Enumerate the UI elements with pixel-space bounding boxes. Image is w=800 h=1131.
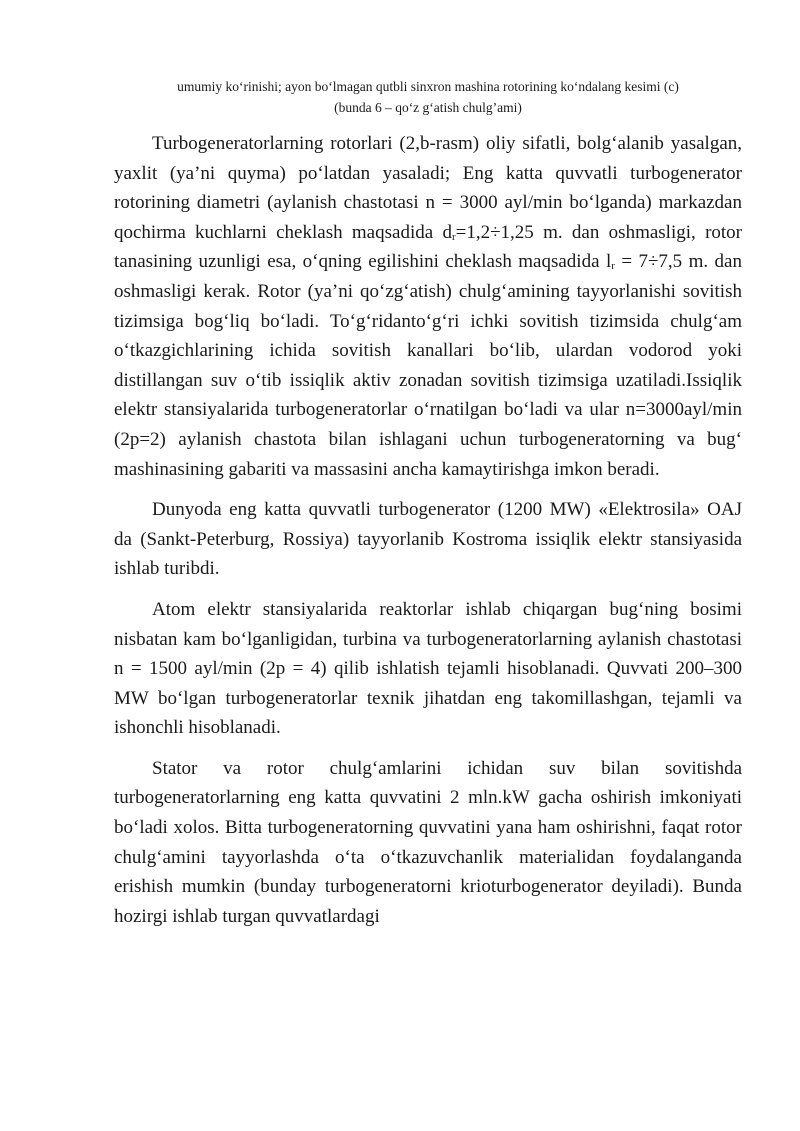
- caption-line-2: (bunda 6 – qoʻz gʻatish chulgʼami): [334, 100, 522, 115]
- paragraph-water-cooling: Stator va rotor chulgʻamlarini ichidan suv bilan sovitishda turbogeneratorlarning eng katta quvvatini 2 mln.kW gacha oshirish imkoniyati boʻladi xolos. Bitta turbogeneratorning quvvatini yana ham oshirishni, faqat rotor chulgʻamini tayyorlashda oʻta oʻtkazuvchanlik materialidan foydalanganda erishish mumkin (bunday turbogeneratorni krioturbogenerator deyiladi). Bunda hozirgi ishlab turgan quvvatlardagi: [114, 757, 742, 927]
- paragraph-rotors-text-b: =1,2÷1,25 m. dan oshmasligi, rotor tanasining uzunligi esa, oʻqning egilishini cheklash maqsadida l: [114, 221, 742, 273]
- figure-caption: [114, 76, 742, 118]
- subscript-r-length: r: [611, 260, 615, 273]
- caption-line-1: umumiy koʻrinishi; ayon boʻlmagan qutbli sinxron mashina rotorining koʻndalang kesimi (c): [177, 79, 679, 94]
- subscript-r-diameter: r: [451, 230, 456, 243]
- paragraph-nuclear-plants: Atom elektr stansiyalarida reaktorlar ishlab chiqargan bugʻning bosimi nisbatan kam boʻlganligidan, turbina va turbogeneratorlarning aylanish chastotasi n = 1500 ayl/min (2p = 4) qilib ishlatish tejamli hisoblanadi. Quvvati 200–300 MW boʻlgan turbogeneratorlar texnik jihatdan eng takomillashgan, tejamli va ishonchli hisoblanadi.: [114, 598, 742, 739]
- paragraph-largest-turbogenerator: Dunyoda eng katta quvvatli turbogenerator (1200 MW) «Elektrosila» OAJ da (Sankt-Peterburg, Rossiya) tayyorlanib Kostroma issiqlik elektr stansiyasida ishlab turibdi.: [114, 499, 742, 580]
- paragraph-rotors: [114, 129, 742, 484]
- paragraph-rotors-text-c: = 7÷7,5 m. dan oshmasligi kerak. Rotor (yaʼni qoʻzgʻatish) chulgʻamining tayyorlanishi sovitish tizimsiga bogʻliq boʻladi. Toʻgʻridantoʻgʻri ichki sovitish tizimsida chulgʻam oʻtkazgichlarining ichida sovitish kanallari boʻlib, ulardan vodorod yoki distillangan suv oʻtib issiqlik aktiv zonadan sovitish tizimsiga uzatiladi.Issiqlik elektr stansiyalarida turbogeneratorlar oʻrnatilgan boʻladi va ular n=3000ayl/min (2p=2) aylanish chastota bilan ishlagani uchun turbogeneratorning va bugʻ mashinasining gabariti va massasini ancha kamaytirishga imkon beradi.: [114, 251, 742, 480]
- document-page: [114, 0, 742, 931]
- paragraph-rotors-text-a: Turbogeneratorlarning rotorlari (2,b-rasm) oliy sifatli, bolgʻalanib yasalgan, yaxlit (yaʼni quyma) poʻlatdan yasaladi; Eng katta quvvatli turbogenerator rotorining diametri (aylanish chastotasi n = 3000 ayl/min boʻlganda) markazdan qochirma kuchlarni cheklash maqsadida d: [114, 133, 742, 243]
